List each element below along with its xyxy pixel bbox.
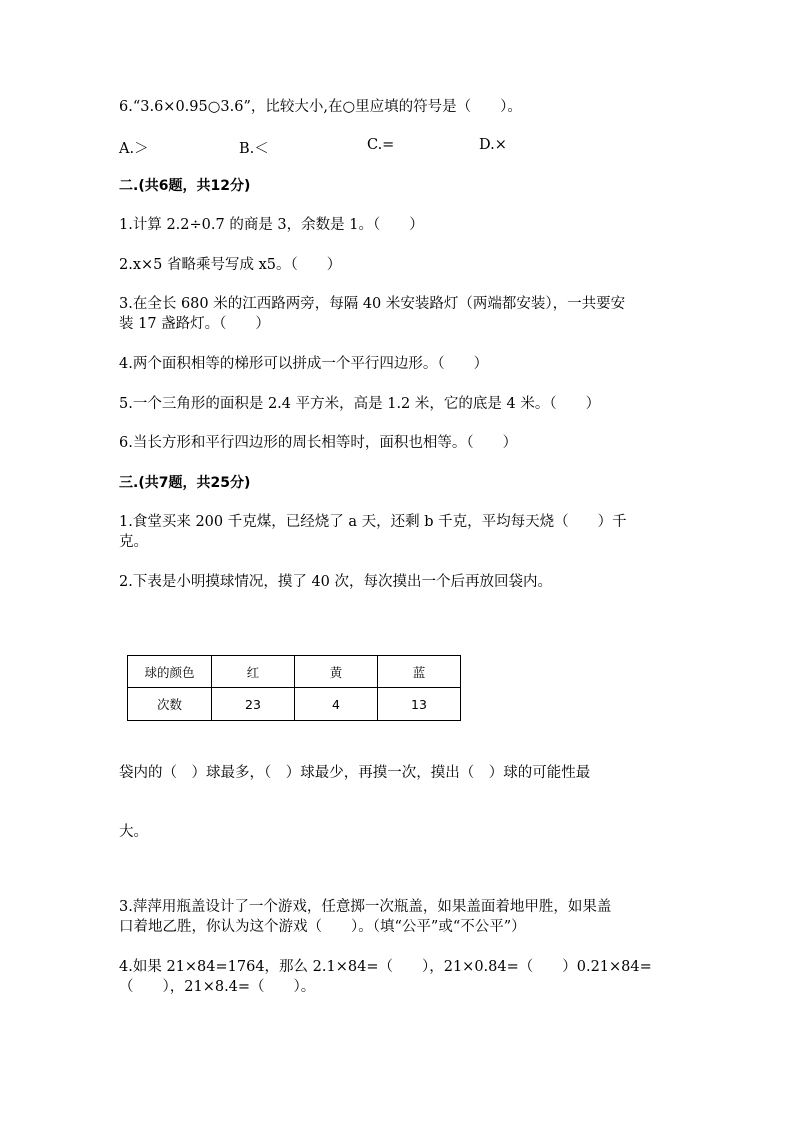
section-3-heading: 三.(共7题，共25分) xyxy=(119,475,251,491)
tf-question-5: 5.一个三角形的面积是 2.4 平方米，高是 1.2 米，它的底是 4 米。（ ） xyxy=(119,396,601,412)
tf-question-6: 6.当长方形和平行四边形的周长相等时，面积也相等。（ ） xyxy=(119,435,518,451)
ball-draw-table xyxy=(127,655,461,721)
table-cell: 次数 xyxy=(128,688,212,721)
option-c: C.= xyxy=(367,137,395,153)
fill-question-3-line2: 口着地乙胜，你认为这个游戏（ ）。（填“公平”或“不公平”） xyxy=(119,919,526,935)
table-row xyxy=(128,688,461,721)
fill-question-2: 2.下表是小明摸球情况，摸了 40 次，每次摸出一个后再放回袋内。 xyxy=(119,574,553,590)
option-b: B.＜ xyxy=(239,141,269,157)
fill-question-4-line2: （ ），21×8.4=（ ）。 xyxy=(119,979,316,995)
fill-question-3-line1: 3.萍萍用瓶盖设计了一个游戏，任意掷一次瓶盖，如果盖面着地甲胜，如果盖 xyxy=(119,899,612,915)
table-cell: 球的颜色 xyxy=(128,656,212,688)
fill-question-1-line1: 1.食堂买来 200 千克煤，已经烧了 a 天，还剩 b 千克，平均每天烧（ ）千 xyxy=(119,514,627,530)
table-cell: 红 xyxy=(212,656,295,688)
question-6-choice: 6.“3.6×0.95○3.6”，比较大小,在○里应填的符号是（ ）。 xyxy=(119,99,522,115)
fill-question-1-line2: 克。 xyxy=(119,534,148,550)
table-cell: 黄 xyxy=(295,656,378,688)
fill-question-2-follow-line1: 袋内的（ ）球最多，（ ）球最少，再摸一次，摸出（ ）球的可能性最 xyxy=(119,765,591,781)
table-cell: 4 xyxy=(295,688,378,721)
tf-question-4: 4.两个面积相等的梯形可以拼成一个平行四边形。（ ） xyxy=(119,356,489,372)
section-2-heading: 二.(共6题，共12分) xyxy=(119,178,251,194)
tf-question-3-line2: 装 17 盏路灯。（ ） xyxy=(119,316,270,332)
table-cell: 23 xyxy=(212,688,295,721)
fill-question-4-line1: 4.如果 21×84=1764，那么 2.1×84=（ ），21×0.84=（ ）0.21×84= xyxy=(119,959,652,975)
table-header-row xyxy=(128,656,461,688)
tf-question-1: 1.计算 2.2÷0.7 的商是 3，余数是 1。（ ） xyxy=(119,217,424,233)
table-cell: 13 xyxy=(378,688,461,721)
option-a: A.＞ xyxy=(119,141,149,157)
option-d: D.× xyxy=(479,137,507,153)
tf-question-3-line1: 3.在全长 680 米的江西路两旁，每隔 40 米安装路灯（两端都安装），一共要安 xyxy=(119,296,626,312)
fill-question-2-follow-line2: 大。 xyxy=(119,824,148,840)
tf-question-2: 2.x×5 省略乘号写成 x5。（ ） xyxy=(119,257,342,273)
table-cell: 蓝 xyxy=(378,656,461,688)
